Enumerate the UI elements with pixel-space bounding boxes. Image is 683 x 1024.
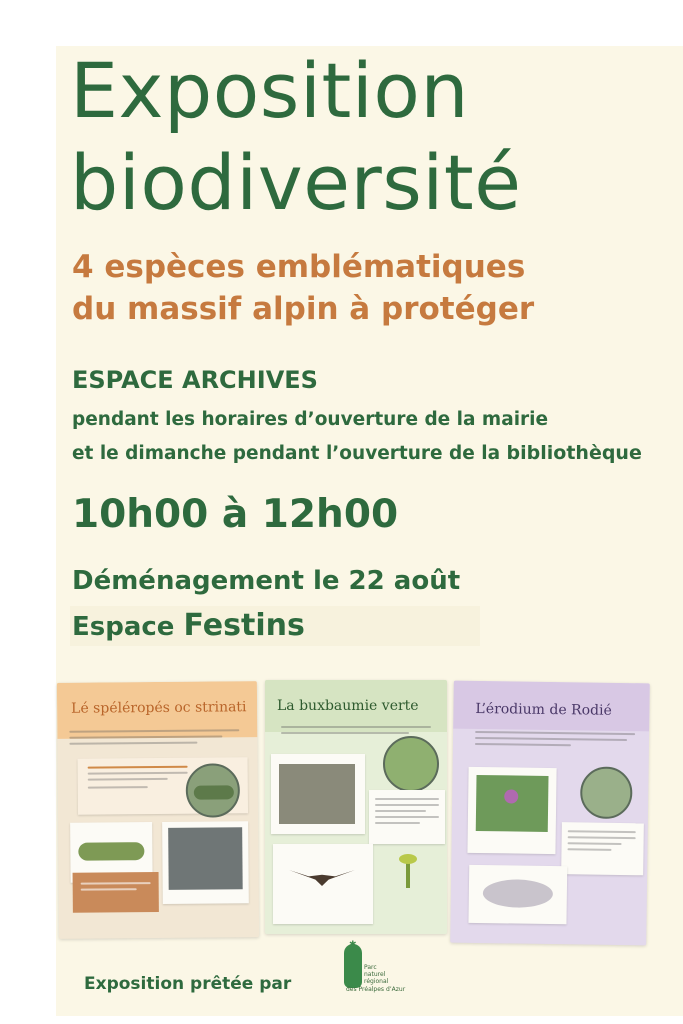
habitat-photo-circle <box>580 766 633 819</box>
logo-text-4: des Préalpes d’Azur <box>346 986 406 993</box>
panel-tag <box>73 872 159 913</box>
hours-line-1: pendant les horaires d’ouverture de la mairie <box>72 409 549 430</box>
moss-photo-circle <box>383 736 439 792</box>
lent-by-text: Exposition prêtée par <box>84 974 292 994</box>
panel-text <box>475 731 635 751</box>
logo-text-3: régional <box>364 978 389 985</box>
title-line-1: Exposition <box>70 46 470 135</box>
festins-word: Festins <box>183 608 305 643</box>
plant-illustration-card <box>468 865 567 924</box>
flower-photo-card <box>467 767 556 854</box>
panel-buxbaumie <box>265 680 447 934</box>
venue-name: ESPACE ARCHIVES <box>72 366 318 394</box>
move-date: Déménagement le 22 août <box>72 566 461 596</box>
cave-photo-circle <box>186 763 240 817</box>
panel-title: Lé spéléropés oc strinati <box>71 699 247 717</box>
leaf-icon <box>344 944 362 988</box>
panel-title: L’érodium de Rodié <box>475 700 612 719</box>
hours-line-2-prefix: et le dimanche pendant l’ouverture de la <box>72 443 507 464</box>
logo-text-1: Parc <box>364 964 377 971</box>
bat-illustration-card <box>273 844 373 924</box>
library-word: bibliothèque <box>506 442 642 464</box>
hours-line-2 <box>72 442 642 464</box>
rock-photo-card <box>162 821 249 904</box>
moss-photo-card <box>271 754 365 834</box>
panel-erodium <box>450 681 650 946</box>
title-line-2: biodiversité <box>70 138 522 227</box>
subtitle-line-1: 4 espèces emblématiques <box>72 249 526 285</box>
panel-info-card <box>369 790 445 844</box>
move-place <box>72 608 305 643</box>
logo-text-2: naturel <box>364 971 386 978</box>
panel-text <box>69 729 239 748</box>
panel-title: La buxbaumie verte <box>277 698 419 714</box>
subtitle-line-2: du massif alpin à protéger <box>72 291 535 327</box>
move-place-prefix: Espace <box>72 612 184 642</box>
moss-sprout-illustration <box>393 854 423 888</box>
panel-info-card <box>561 822 644 875</box>
panel-speleropes <box>57 681 259 939</box>
opening-time: 10h00 à 12h00 <box>72 492 399 537</box>
